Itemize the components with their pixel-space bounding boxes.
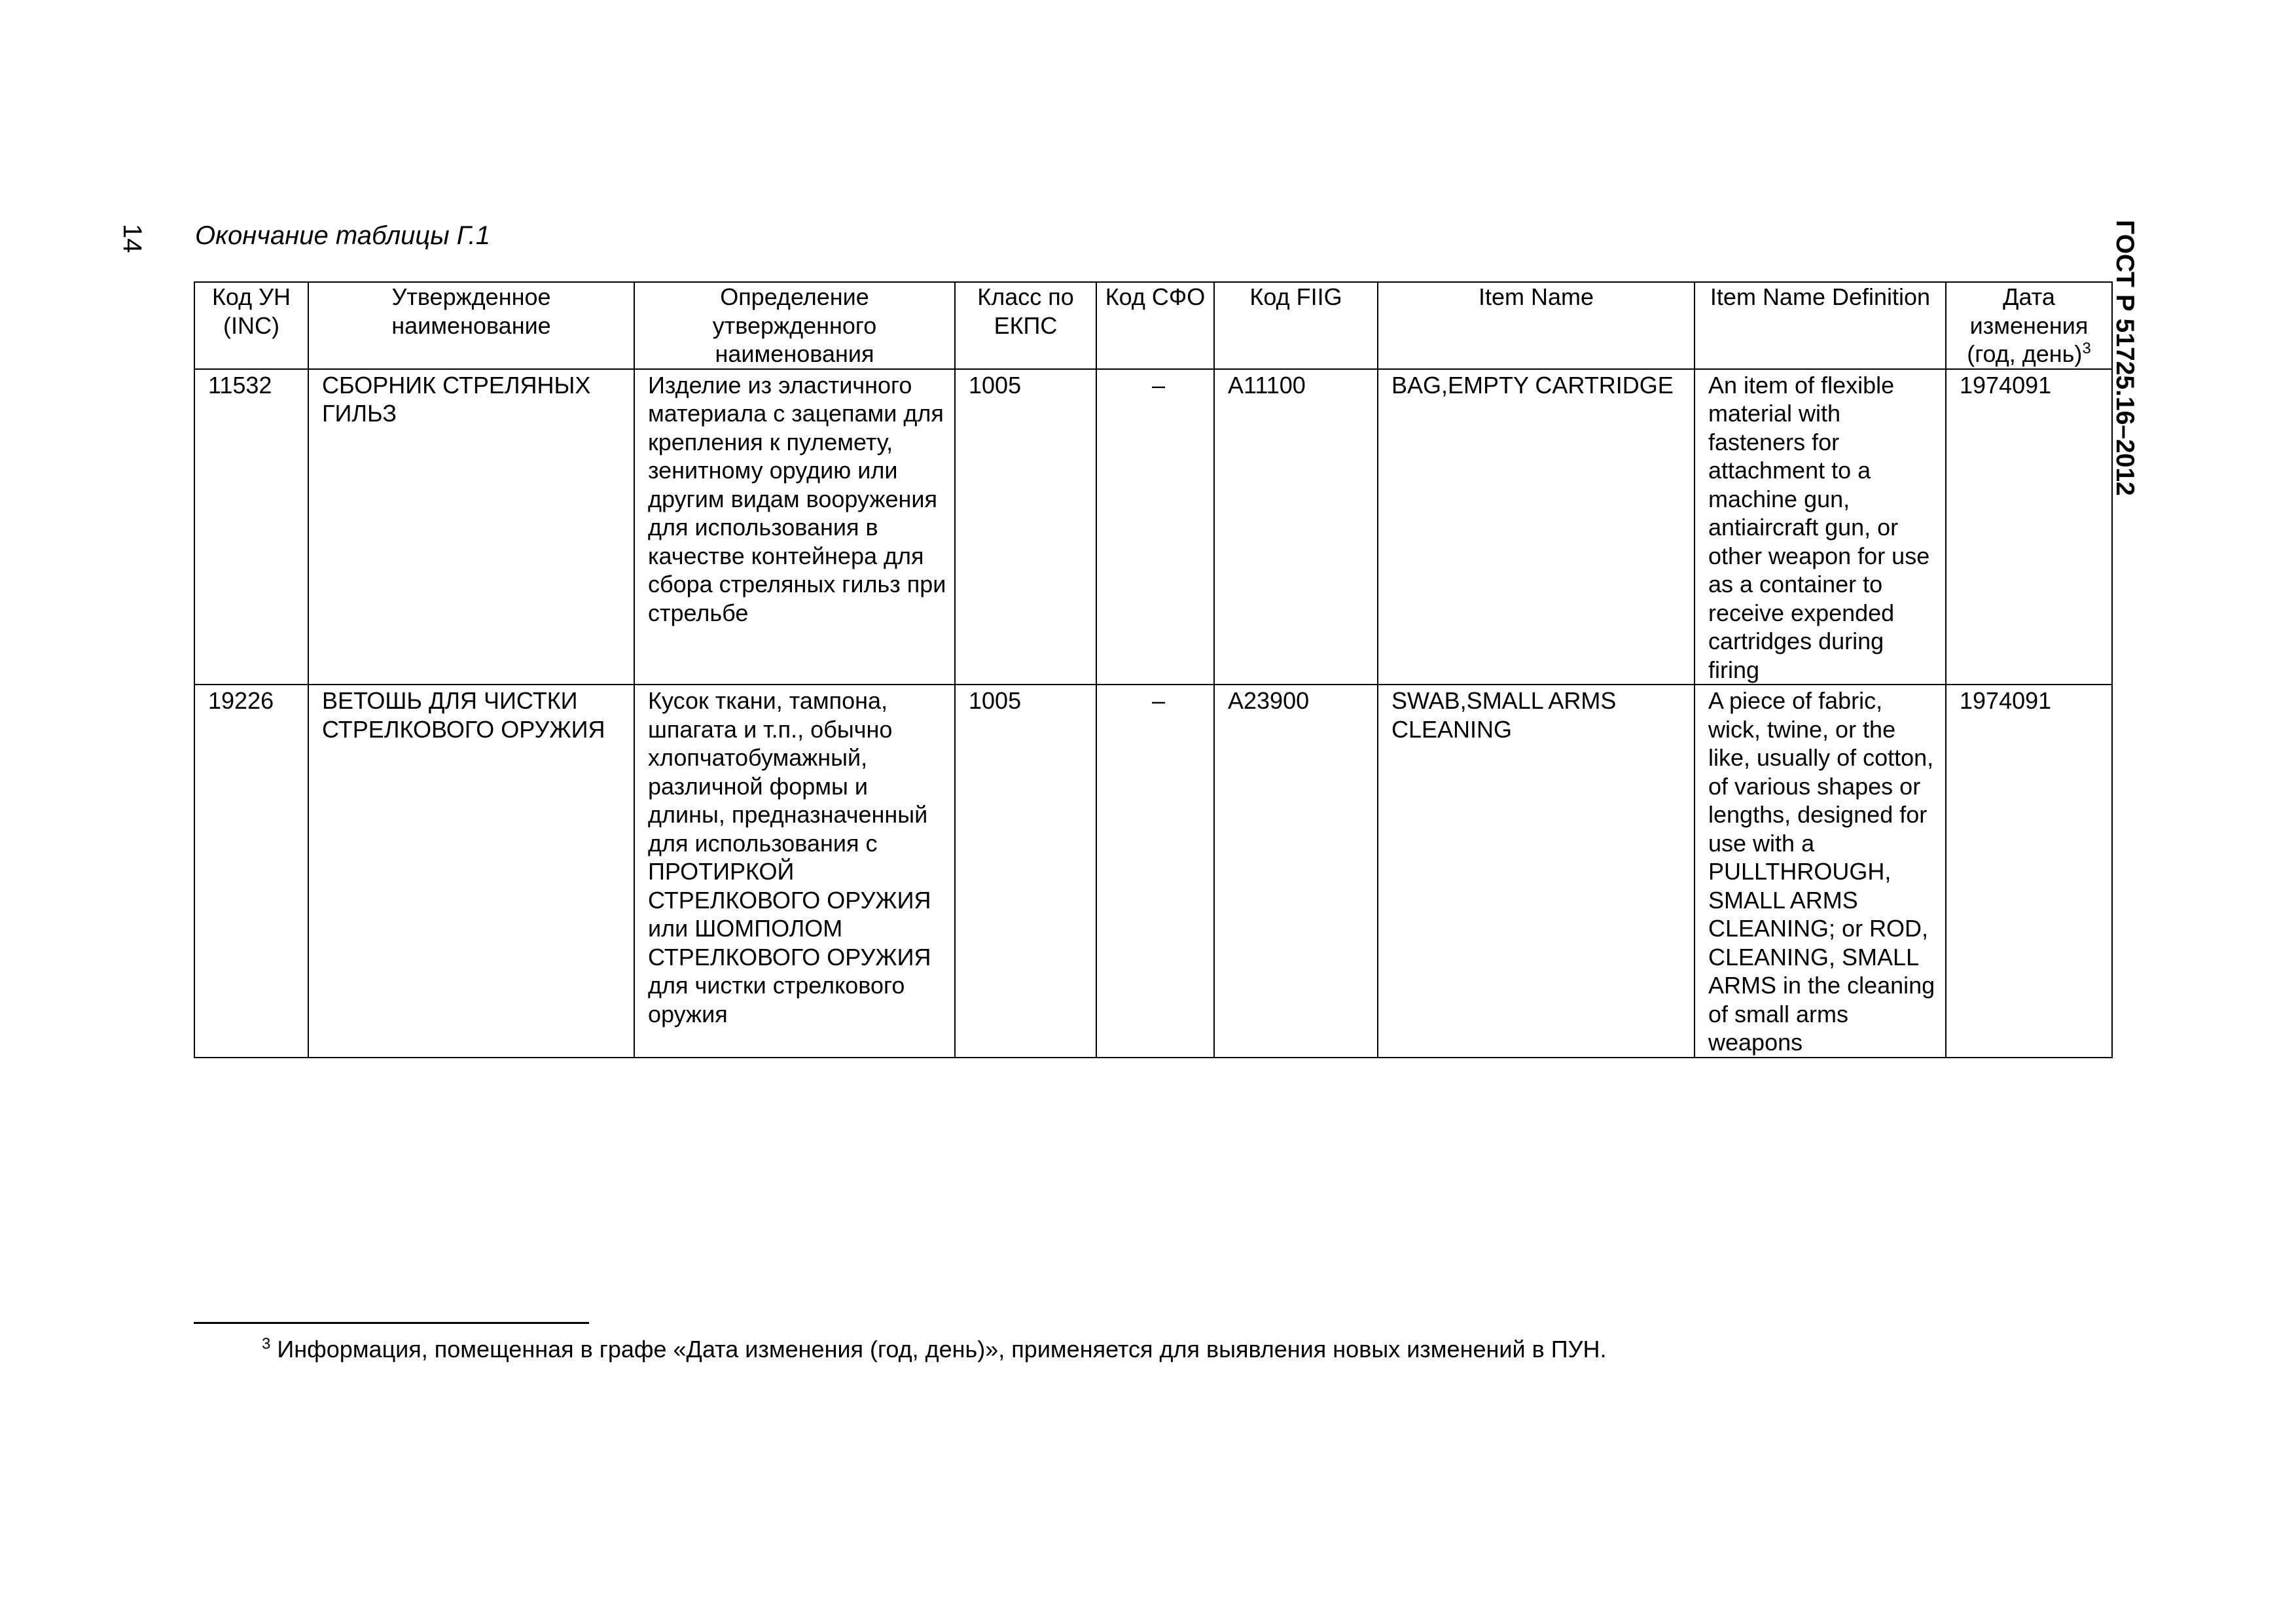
header-date (1946, 282, 2112, 369)
header-definition: Определение утвержденного наименования (634, 282, 955, 369)
header-inc: Код УН (INC) (194, 282, 308, 369)
cell-item-def: A piece of fabric, wick, twine, or the like, usually of cotton, of various shapes or lengths, designed for use with a PULLTHROUGH, SMALL ARMS CLEANING; or ROD, CLEANING, SMALL ARMS in the cleaning of small arms weapons (1695, 685, 1946, 1058)
cell-approved-name: СБОРНИК СТРЕЛЯНЫХ ГИЛЬЗ (308, 369, 634, 685)
cell-ekps: 1005 (955, 369, 1096, 685)
cell-item-name: SWAB,SMALL ARMS CLEANING (1378, 685, 1695, 1058)
cell-item-def: An item of flexible material with fasteners for attachment to a machine gun, antiaircraft gun, or other weapon for use as a container to receive expended cartridges during firing (1695, 369, 1946, 685)
cell-fiig: A11100 (1214, 369, 1378, 685)
cell-definition: Кусок ткани, тампона, шпагата и т.п., обычно хлопчатобумажный, различной формы и длины, предназначенный для использования с ПРОТИРКОЙ СТРЕЛКОВОГО ОРУЖИЯ или ШОМПОЛОМ СТРЕЛКОВОГО ОРУЖИЯ для чистки стрелкового оружия (634, 685, 955, 1058)
cell-sfo: – (1096, 685, 1214, 1058)
cell-date: 1974091 (1946, 369, 2112, 685)
header-ekps: Класс по ЕКПС (955, 282, 1096, 369)
table-header-row (194, 282, 2112, 369)
table-caption: Окончание таблицы Г.1 (195, 221, 490, 250)
footnote-ref: 3 (2082, 340, 2091, 357)
cell-date: 1974091 (1946, 685, 2112, 1058)
cell-fiig: A23900 (1214, 685, 1378, 1058)
footnote-marker: 3 (262, 1335, 271, 1353)
table-row (194, 685, 2112, 1058)
header-sfo: Код СФО (1096, 282, 1214, 369)
cell-approved-name: ВЕТОШЬ ДЛЯ ЧИСТКИ СТРЕЛКОВОГО ОРУЖИЯ (308, 685, 634, 1058)
table-row (194, 369, 2112, 685)
header-date-label: Дата изменения (год, день) (1967, 283, 2089, 367)
footnote-divider (194, 1322, 589, 1324)
header-item-name: Item Name (1378, 282, 1695, 369)
page-number: 14 (118, 224, 147, 253)
header-fiig: Код FIIG (1214, 282, 1378, 369)
cell-item-name: BAG,EMPTY CARTRIDGE (1378, 369, 1695, 685)
cell-inc: 11532 (194, 369, 308, 685)
header-approved-name: Утвержденное наименование (308, 282, 634, 369)
cell-definition: Изделие из эластичного материала с зацепами для крепления к пулемету, зенитному орудию или другим видам вооружения для использования в качестве контейнера для сбора стреляных гильз при стрельбе (634, 369, 955, 685)
footnote (262, 1335, 1606, 1364)
document-id: ГОСТ Р 51725.16–2012 (2111, 220, 2139, 496)
header-item-def: Item Name Definition (1695, 282, 1946, 369)
cell-sfo: – (1096, 369, 1214, 685)
cell-ekps: 1005 (955, 685, 1096, 1058)
footnote-text: Информация, помещенная в графе «Дата изменения (год, день)», применяется для выявления новых изменений в ПУН. (277, 1336, 1607, 1363)
catalog-table (194, 281, 2113, 1058)
cell-inc: 19226 (194, 685, 308, 1058)
